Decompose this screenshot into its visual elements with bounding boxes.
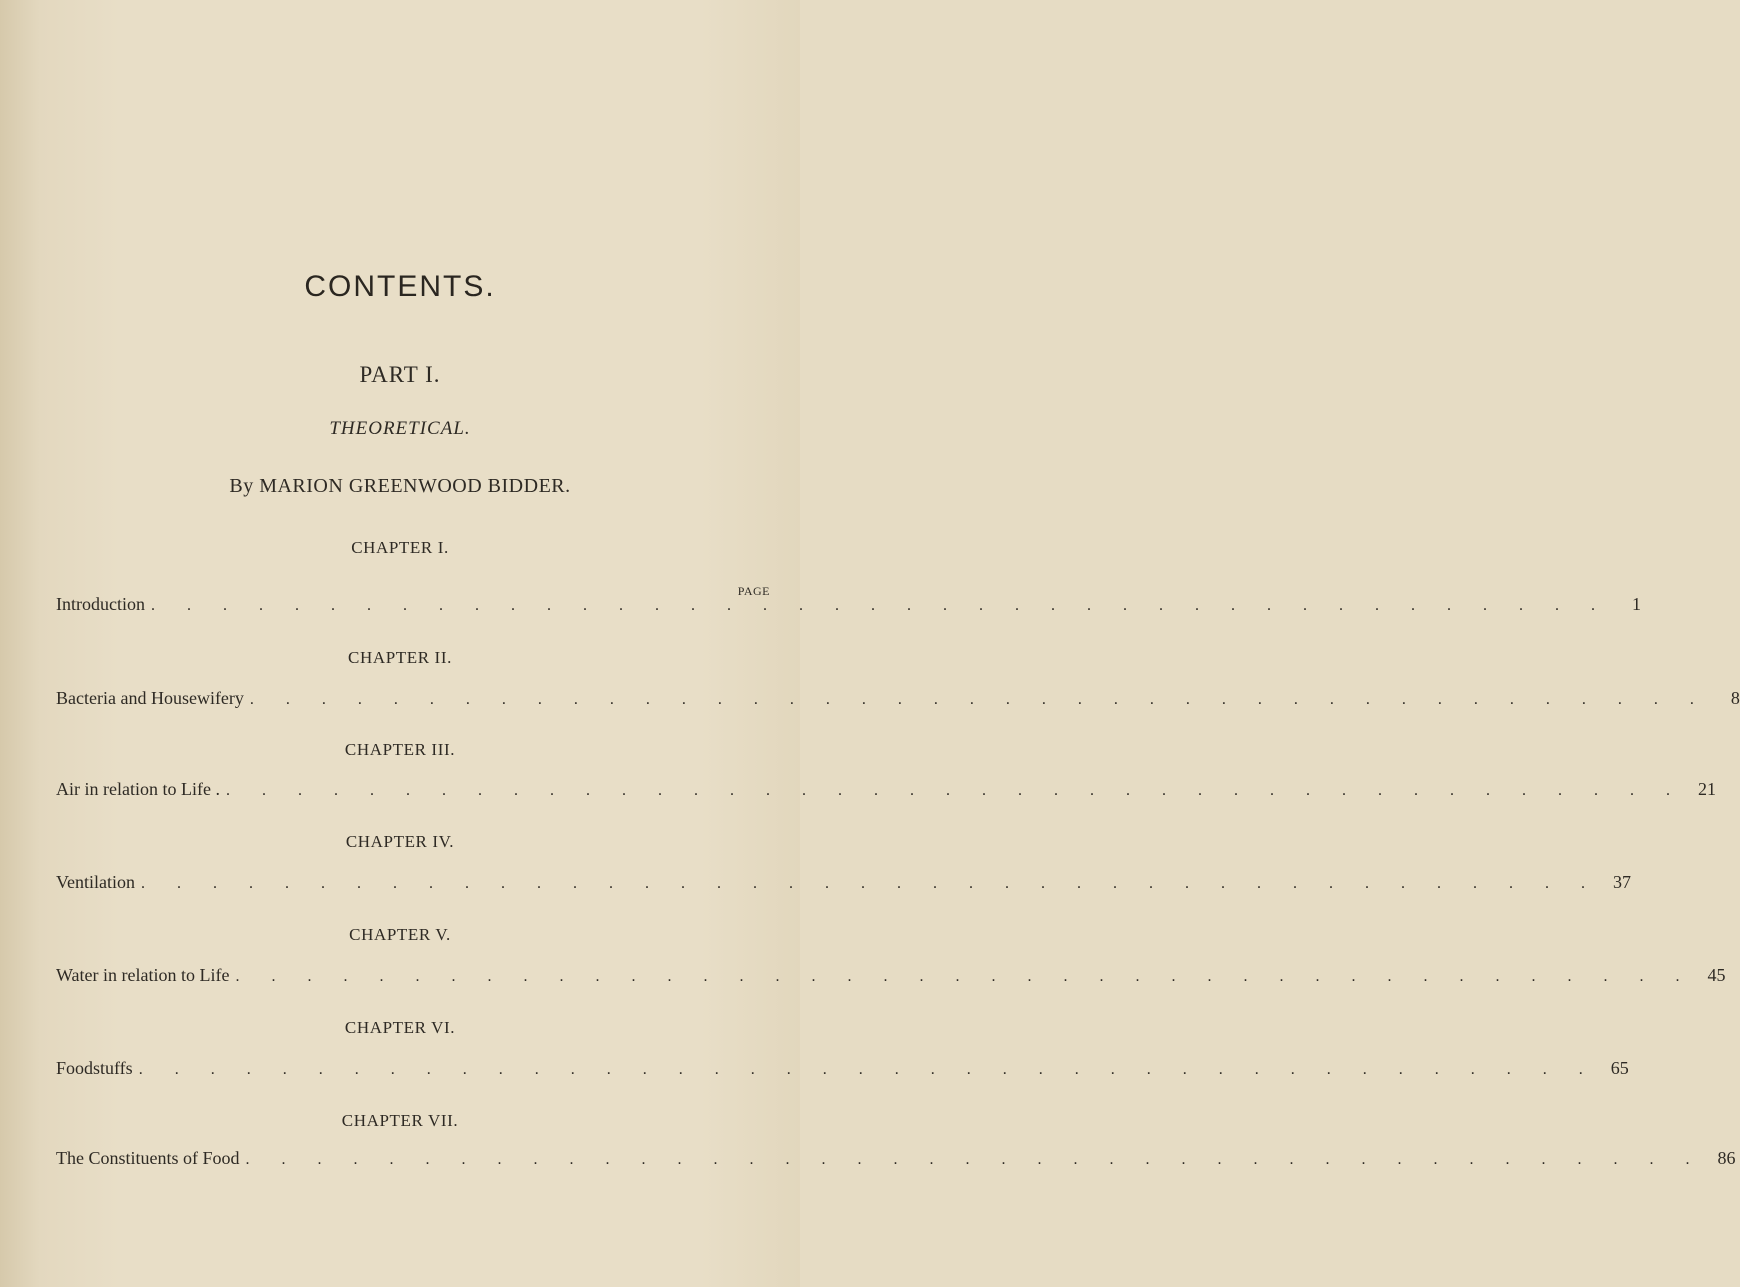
- toc-entry-title: Foodstuffs: [56, 1058, 133, 1078]
- toc-entry-page: 65: [1610, 1058, 1629, 1078]
- toc-entry-page: 21: [1697, 779, 1716, 799]
- author-name: MARION GREENWOOD BIDDER.: [259, 475, 571, 497]
- part-heading: PART I.: [359, 362, 441, 387]
- toc-entry-title: Water in relation to Life: [56, 965, 230, 985]
- toc-entry[interactable]: [56, 1058, 1629, 1086]
- chapter-heading: CHAPTER III.: [344, 740, 456, 759]
- leader-dots: . . . . . . . . . . . . . . . . . . . . . . . . . . . . . . . . . . . . . . . . .: [235, 968, 1694, 985]
- toc-entry-title: The Constituents of Food: [56, 1148, 240, 1168]
- toc-entry-page: 8: [1730, 688, 1740, 708]
- chapter-heading: CHAPTER I.: [351, 538, 449, 557]
- toc-entry[interactable]: [56, 1148, 1736, 1176]
- toc-entry-page: 37: [1613, 872, 1631, 892]
- author-line: [0, 475, 800, 498]
- leader-dots: . . . . . . . . . . . . . . . . . . . . . . . . . . . . . . . . . . . . . . . . .: [141, 875, 1599, 892]
- toc-entry[interactable]: [56, 779, 1716, 807]
- leader-dots: . . . . . . . . . . . . . . . . . . . . . . . . . . . . . . . . . . . . . . . . .: [138, 1061, 1597, 1078]
- part-subtitle: THEORETICAL.: [329, 418, 471, 439]
- chapter-heading: CHAPTER II.: [348, 648, 452, 667]
- toc-entry-page: 45: [1707, 965, 1726, 985]
- chapter-heading: CHAPTER IV.: [345, 832, 455, 851]
- toc-entry-title: Introduction: [56, 594, 145, 614]
- toc-entry-title: Ventilation: [56, 872, 135, 892]
- chapter-heading: CHAPTER VII.: [341, 1111, 459, 1130]
- toc-entry-title: Bacteria and Housewifery: [56, 688, 244, 708]
- chapter-heading: CHAPTER VI.: [344, 1018, 456, 1037]
- toc-entry[interactable]: [56, 594, 1641, 622]
- toc-entry-page: 86: [1717, 1148, 1736, 1168]
- page-column-label: PAGE: [737, 584, 770, 598]
- toc-entry[interactable]: [56, 872, 1631, 900]
- leader-dots: . . . . . . . . . . . . . . . . . . . . . . . . . . . . . . . . . . . . . . . . .: [225, 782, 1684, 799]
- author-by: By: [229, 475, 254, 497]
- leader-dots: . . . . . . . . . . . . . . . . . . . . . . . . . . . . . . . . . . . . . . . . .: [150, 597, 1609, 614]
- toc-entry-title: Air in relation to Life .: [56, 779, 220, 799]
- chapter-heading: CHAPTER V.: [349, 925, 451, 944]
- toc-entry[interactable]: [56, 688, 1740, 716]
- leader-dots: . . . . . . . . . . . . . . . . . . . . . . . . . . . . . . . . . . . . . . . . .: [245, 1151, 1704, 1168]
- page-title: CONTENTS.: [304, 270, 496, 303]
- leader-dots: . . . . . . . . . . . . . . . . . . . . . . . . . . . . . . . . . . . . . . . . .: [249, 691, 1708, 708]
- toc-entry[interactable]: [56, 965, 1726, 993]
- toc-entry-page: 1: [1631, 594, 1641, 614]
